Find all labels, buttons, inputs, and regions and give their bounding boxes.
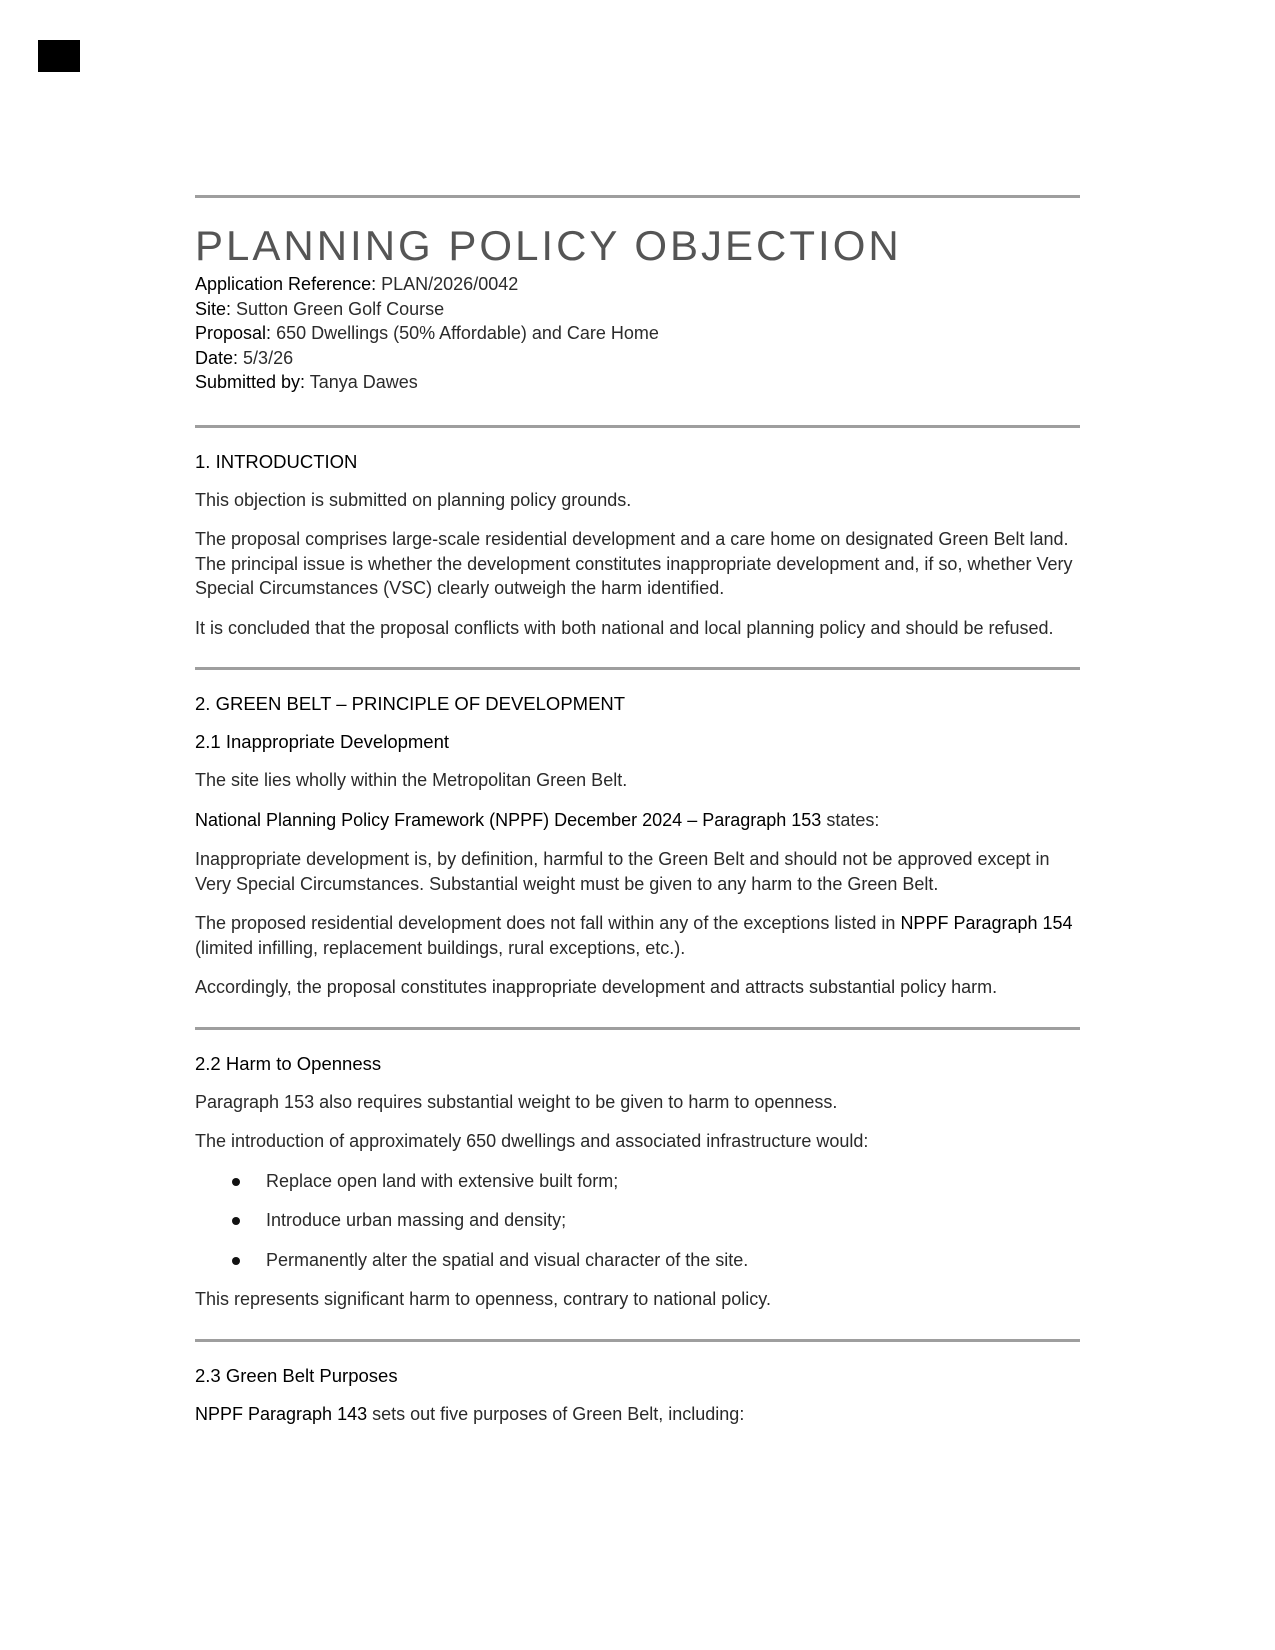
meta-label: Date: <box>195 347 239 368</box>
paragraph: The proposal comprises large-scale residential development and a care home on designated Green Belt land. The principal issue is whether the development constitutes inappropriate development and, if so, whether Very Special Circumstances (VSC) clearly outweigh the harm identified. <box>195 529 1073 599</box>
meta-value: PLAN/2026/0042 <box>381 274 519 295</box>
meta-date <box>195 346 1080 371</box>
paragraph <box>195 1402 1080 1427</box>
divider <box>195 667 1080 670</box>
meta-value: Tanya Dawes <box>309 372 418 393</box>
divider <box>195 195 1080 198</box>
paragraph: The introduction of approximately 650 dwellings and associated infrastructure would: <box>195 1131 869 1152</box>
list-item <box>195 1248 1080 1273</box>
paragraph: Paragraph 153 also requires substantial weight to be given to harm to openness. <box>195 1091 838 1112</box>
document-page <box>195 195 1080 1441</box>
document-meta <box>195 272 1080 395</box>
section-introduction <box>195 450 1080 641</box>
policy-reference: National Planning Policy Framework (NPPF) December 2024 – Paragraph 153 <box>195 809 822 830</box>
meta-value: 650 Dwellings (50% Affordable) and Care Home <box>276 323 659 344</box>
meta-label: Submitted by: <box>195 372 306 393</box>
paragraph-text: The proposed residential development does not fall within any of the exceptions listed in <box>195 913 901 934</box>
bullet-list <box>195 1169 1080 1273</box>
meta-label: Proposal: <box>195 323 272 344</box>
list-item-text: Replace open land with extensive built form; <box>266 1170 619 1191</box>
paragraph: This objection is submitted on planning policy grounds. <box>195 489 632 510</box>
meta-value: Sutton Green Golf Course <box>236 298 445 319</box>
divider <box>195 425 1080 428</box>
meta-application-reference <box>195 272 1080 297</box>
paragraph: Inappropriate development is, by definition, harmful to the Green Belt and should not be approved except in Very Special Circumstances. Substantial weight must be given to any harm to the Green Belt. <box>195 849 1050 894</box>
bullet-icon <box>232 1257 240 1265</box>
list-item-text: Introduce urban massing and density; <box>266 1210 567 1231</box>
section-green-belt <box>195 692 1080 1426</box>
bullet-icon <box>232 1178 240 1186</box>
meta-label: Application Reference: <box>195 274 377 295</box>
meta-submitted-by <box>195 370 1080 395</box>
meta-site <box>195 297 1080 322</box>
paragraph-text: (limited infilling, replacement buildings, rural exceptions, etc.). <box>195 937 686 958</box>
policy-reference: NPPF Paragraph 154 <box>900 913 1073 934</box>
subsection-heading: 2.1 Inappropriate Development <box>195 731 450 753</box>
section-heading: 2. GREEN BELT – PRINCIPLE OF DEVELOPMENT <box>195 693 626 715</box>
bullet-icon <box>232 1217 240 1225</box>
list-item <box>195 1169 1080 1194</box>
paragraph: This represents significant harm to openness, contrary to national policy. <box>195 1289 771 1310</box>
paragraph <box>195 911 1080 960</box>
subsection-heading: 2.2 Harm to Openness <box>195 1052 382 1074</box>
subsection-heading: 2.3 Green Belt Purposes <box>195 1364 398 1386</box>
meta-label: Site: <box>195 298 232 319</box>
list-item-text: Permanently alter the spatial and visual character of the site. <box>266 1249 749 1270</box>
redaction-block <box>38 40 80 72</box>
page-title: PLANNING POLICY OBJECTION <box>195 222 902 269</box>
section-heading: 1. INTRODUCTION <box>195 450 358 472</box>
paragraph: The site lies wholly within the Metropolitan Green Belt. <box>195 770 628 791</box>
meta-proposal <box>195 321 1080 346</box>
paragraph-text: sets out five purposes of Green Belt, including: <box>367 1403 745 1424</box>
divider <box>195 1339 1080 1342</box>
paragraph: Accordingly, the proposal constitutes inappropriate development and attracts substantial policy harm. <box>195 977 998 998</box>
paragraph <box>195 808 1080 833</box>
meta-value: 5/3/26 <box>243 347 294 368</box>
paragraph-text: states: <box>821 809 880 830</box>
policy-reference: NPPF Paragraph 143 <box>195 1403 368 1424</box>
divider <box>195 1027 1080 1030</box>
paragraph: It is concluded that the proposal conflicts with both national and local planning policy and should be refused. <box>195 617 1054 638</box>
list-item <box>195 1208 1080 1233</box>
